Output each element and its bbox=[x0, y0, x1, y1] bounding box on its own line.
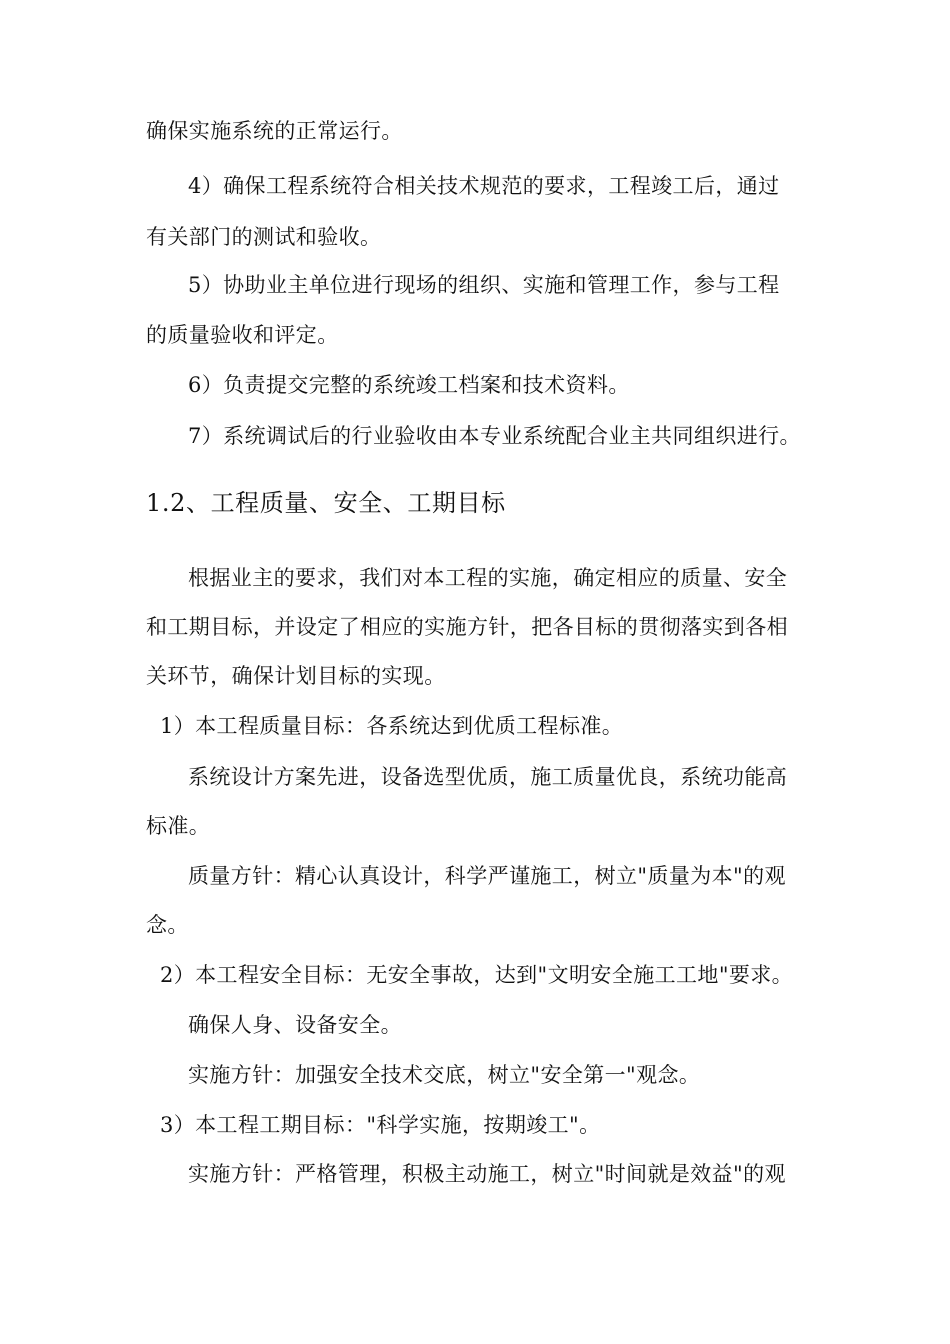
paragraph-line: 2）本工程安全目标：无安全事故，达到"文明安全施工工地"要求。 bbox=[160, 963, 794, 987]
paragraph-line: 4）确保工程系统符合相关技术规范的要求，工程竣工后，通过 bbox=[188, 174, 780, 198]
paragraph-line: 念。 bbox=[146, 913, 189, 937]
paragraph-line: 确保人身、设备安全。 bbox=[188, 1013, 402, 1037]
paragraph-line: 系统设计方案先进，设备选型优质，施工质量优良，系统功能高 bbox=[188, 765, 788, 789]
paragraph-line: 3）本工程工期目标："科学实施，按期竣工"。 bbox=[160, 1113, 601, 1137]
paragraph-line: 实施方针：严格管理，积极主动施工，树立"时间就是效益"的观 bbox=[188, 1162, 786, 1186]
paragraph-line: 7）系统调试后的行业验收由本专业系统配合业主共同组织进行。 bbox=[188, 424, 801, 448]
paragraph-line: 6）负责提交完整的系统竣工档案和技术资料。 bbox=[188, 373, 630, 397]
paragraph-line: 1）本工程质量目标：各系统达到优质工程标准。 bbox=[160, 714, 624, 738]
paragraph-line: 的质量验收和评定。 bbox=[146, 323, 339, 347]
paragraph-line: 标准。 bbox=[146, 814, 211, 838]
paragraph-line: 确保实施系统的正常运行。 bbox=[146, 119, 403, 143]
paragraph-line: 质量方针：精心认真设计，科学严谨施工，树立"质量为本"的观 bbox=[188, 864, 786, 888]
paragraph-line: 和工期目标，并设定了相应的实施方针，把各目标的贯彻落实到各相 bbox=[146, 615, 788, 639]
section-heading: 1.2、工程质量、安全、工期目标 bbox=[146, 489, 506, 517]
paragraph-line: 实施方针：加强安全技术交底，树立"安全第一"观念。 bbox=[188, 1063, 701, 1087]
paragraph-line: 5）协助业主单位进行现场的组织、实施和管理工作，参与工程 bbox=[188, 273, 780, 297]
paragraph-line: 关环节，确保计划目标的实现。 bbox=[146, 664, 446, 688]
paragraph-line: 根据业主的要求，我们对本工程的实施，确定相应的质量、安全 bbox=[188, 566, 788, 590]
paragraph-line: 有关部门的测试和验收。 bbox=[146, 225, 382, 249]
